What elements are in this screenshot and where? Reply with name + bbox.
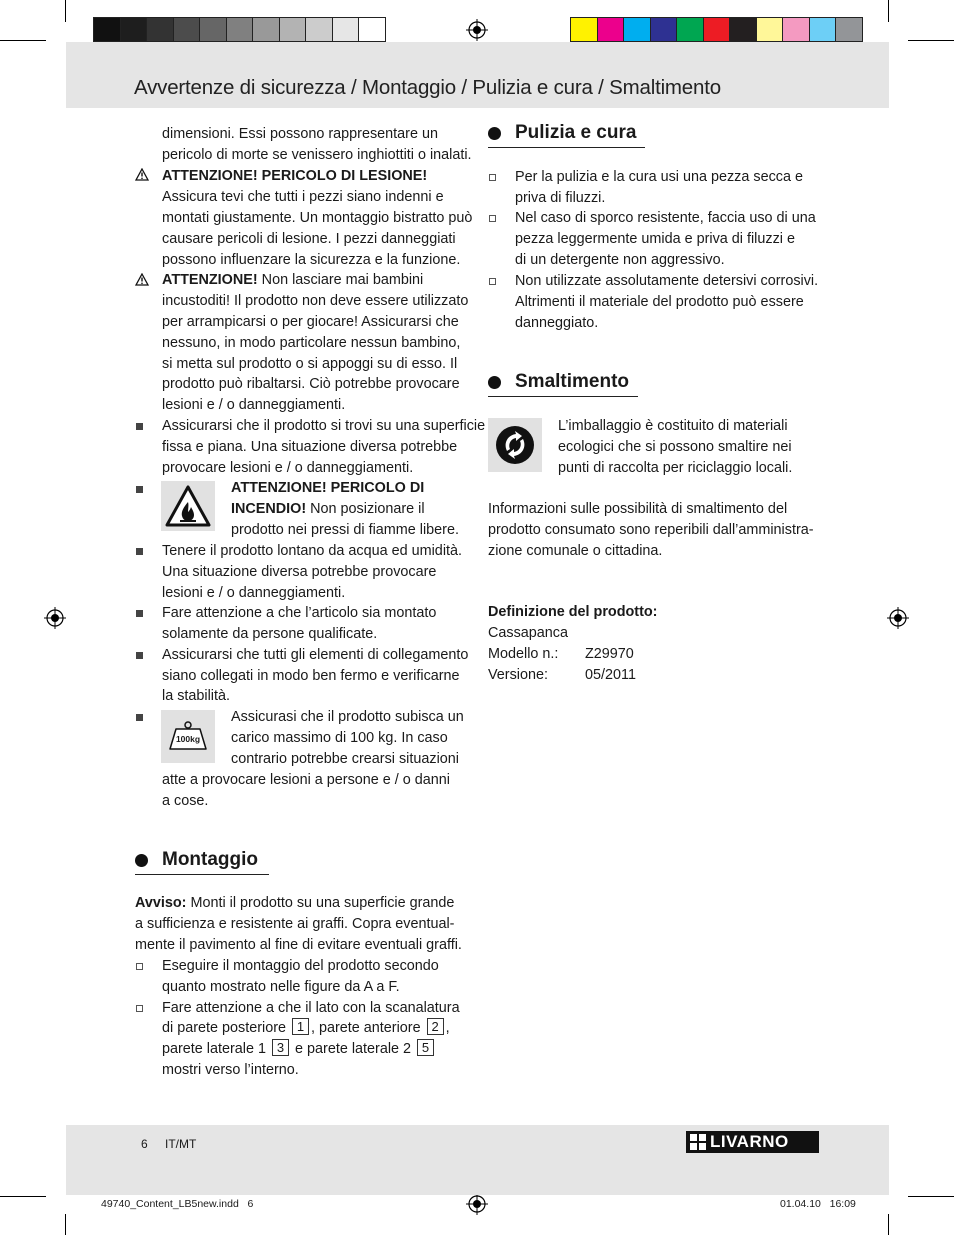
list-item-line: lesioni e / o danneggiamenti.	[162, 585, 346, 601]
step-line: mostri verso l’interno.	[162, 1062, 299, 1078]
list-item-line: siano collegati in modo ben fermo e verificarne	[162, 668, 460, 684]
square-bullet-icon	[136, 610, 143, 617]
warning-triangle-icon	[135, 168, 149, 181]
model-label: Modello n.:	[488, 646, 559, 662]
max-load-weight-icon	[161, 710, 215, 763]
warning-line: montati giustamente. Un montaggio bistratto può	[162, 210, 473, 226]
color-swatch	[650, 17, 678, 42]
warning-line: causare pericoli di lesione. I pezzi danneggiati	[162, 231, 456, 247]
heading-bullet-icon	[135, 854, 148, 867]
version-value: 05/2011	[585, 667, 636, 683]
color-swatch	[623, 17, 651, 42]
box-bullet-icon	[136, 1005, 143, 1012]
smaltimento-heading: Smaltimento	[515, 371, 630, 392]
warning-text: Non lasciare mai bambini	[257, 272, 424, 288]
step-text: parete laterale 1	[162, 1041, 267, 1057]
model-value: Z29970	[585, 646, 634, 662]
load-icon-label: 100kg	[175, 734, 201, 744]
warning-line: possono influenzare la sicurezza e la funzione.	[162, 252, 461, 268]
color-swatch	[703, 17, 731, 42]
step-text: e parete laterale 2	[295, 1041, 412, 1057]
step-text: di parete posteriore	[162, 1020, 286, 1036]
color-swatch	[226, 17, 254, 42]
color-swatch	[305, 17, 333, 42]
heading-underline	[488, 396, 638, 397]
part-number-badge: 2	[427, 1018, 444, 1035]
list-item-line: Tenere il prodotto lontano da acqua ed umidità.	[162, 543, 463, 559]
disposal-info-line: prodotto consumato sono reperibili dall’amministra-	[488, 522, 814, 538]
fire-warning-title: INCENDIO!	[231, 501, 307, 517]
list-item-line: Fare attenzione a che l’articolo sia montato	[162, 605, 437, 621]
intro-line: dimensioni. Essi possono rappresentare un	[162, 126, 438, 142]
warning-line: nessuno, in modo particolare nessun bambino,	[162, 335, 461, 351]
color-swatch	[570, 17, 598, 42]
language-code: IT/MT	[165, 1137, 197, 1151]
color-swatch	[120, 17, 148, 42]
color-swatch	[279, 17, 307, 42]
step-line	[162, 1018, 450, 1039]
version-label: Versione:	[488, 667, 549, 683]
livarno-logo	[686, 1131, 819, 1153]
step-line	[162, 1039, 436, 1060]
color-swatch	[597, 17, 625, 42]
color-swatch	[809, 17, 837, 42]
disposal-info-line: zione comunale o cittadina.	[488, 543, 663, 559]
part-number-badge: 3	[272, 1039, 289, 1056]
list-item-line: Assicurarsi che il prodotto si trovi su una superficie	[162, 418, 486, 434]
list-item-line: di un detergente non aggressivo.	[515, 252, 725, 268]
fire-hazard-icon	[161, 481, 215, 531]
list-item-line: Nel caso di sporco resistente, faccia uso di una	[515, 210, 816, 226]
packaging-line: punti di raccolta per riciclaggio locali.	[558, 460, 793, 476]
list-item-line: atte a provocare lesioni a persone e / o danni	[162, 772, 451, 788]
color-swatch	[676, 17, 704, 42]
box-bullet-icon	[489, 278, 496, 285]
list-item-line: Altrimenti il materiale del prodotto può essere	[515, 294, 804, 310]
color-swatch	[835, 17, 863, 42]
registration-mark-bottom	[466, 1193, 488, 1215]
step-line: Fare attenzione a che il lato con la scanalatura	[162, 1000, 460, 1016]
fire-warning-line: prodotto nei pressi di fiamme libere.	[231, 522, 459, 538]
list-item-line: solamente da persone qualificate.	[162, 626, 378, 642]
warning-title: ATTENZIONE! PERICOLO DI LESIONE!	[162, 168, 428, 184]
step-line: Eseguire il montaggio del prodotto secondo	[162, 958, 439, 974]
warning-line: lesioni e / o danneggiamenti.	[162, 397, 346, 413]
avviso-label: Avviso:	[135, 895, 187, 911]
color-swatch	[146, 17, 174, 42]
pulizia-heading: Pulizia e cura	[515, 122, 637, 143]
color-swatch	[756, 17, 784, 42]
registration-mark-top	[466, 19, 488, 41]
warning-line: per arrampicarsi o per giocare! Assicurarsi che	[162, 314, 459, 330]
step-line: quanto mostrato nelle figure da A a F.	[162, 979, 400, 995]
color-swatch	[358, 17, 386, 42]
box-bullet-icon	[489, 215, 496, 222]
color-swatch	[782, 17, 810, 42]
intro-line: pericolo di morte se venissero inghiottiti o inalati.	[162, 147, 472, 163]
registration-mark-right	[887, 607, 909, 629]
heading-bullet-icon	[488, 376, 501, 389]
list-item-line: danneggiato.	[515, 315, 599, 331]
color-swatch	[332, 17, 360, 42]
square-bullet-icon	[136, 714, 143, 721]
heading-bullet-icon	[488, 127, 501, 140]
list-item-line: provocare lesioni e / o danneggiamenti.	[162, 460, 414, 476]
list-item-line: carico massimo di 100 kg. In caso	[231, 730, 448, 746]
warning-triangle-icon	[135, 273, 149, 286]
list-item-line: priva di filuzzi.	[515, 190, 606, 206]
color-swatch	[729, 17, 757, 42]
list-item-line: la stabilità.	[162, 688, 230, 704]
heading-underline	[488, 147, 645, 148]
square-bullet-icon	[136, 548, 143, 555]
avviso-line: a sufficienza e resistente ai graffi. Copra eventual-	[135, 916, 455, 932]
list-item-line: Assicurarsi che tutti gli elementi di collegamento	[162, 647, 469, 663]
warning-line: si metta sul prodotto o si appoggi su di esso. Il	[162, 356, 458, 372]
product-name: Cassapanca	[488, 625, 568, 641]
list-item-line: Assicurasi che il prodotto subisca un	[231, 709, 464, 725]
registration-mark-left	[44, 607, 66, 629]
packaging-line: ecologici che si possono smaltire nei	[558, 439, 792, 455]
list-item-line: Per la pulizia e la cura usi una pezza secca e	[515, 169, 803, 185]
avviso-line: mente il pavimento al fine di evitare eventuali graffi.	[135, 937, 462, 953]
file-info: 49740_Content_LB5new.indd 6	[101, 1198, 254, 1210]
warning-line: incustoditi! Il prodotto non deve essere utilizzato	[162, 293, 469, 309]
part-number-badge: 1	[292, 1018, 309, 1035]
step-text: , parete anteriore	[311, 1020, 421, 1036]
fire-warning-text: Non posizionare il	[306, 501, 425, 517]
fire-warning-title: ATTENZIONE! PERICOLO DI	[231, 480, 425, 496]
box-bullet-icon	[136, 963, 143, 970]
box-bullet-icon	[489, 174, 496, 181]
square-bullet-icon	[136, 423, 143, 430]
warning-first-line	[162, 270, 423, 291]
warning-title: ATTENZIONE!	[162, 272, 258, 288]
list-item-line: pezza leggermente umida e priva di filuzzi e	[515, 231, 795, 247]
color-swatch	[173, 17, 201, 42]
color-swatch	[252, 17, 280, 42]
part-number-badge: 5	[417, 1039, 434, 1056]
list-item-line: a cose.	[162, 793, 209, 809]
list-item-line: Una situazione diversa potrebbe provocare	[162, 564, 437, 580]
color-swatch	[93, 17, 121, 42]
avviso-line	[135, 893, 454, 914]
brand-name: LIVARNO	[710, 1132, 789, 1151]
print-date: 01.04.10 16:09	[780, 1198, 856, 1210]
step-text: ,	[445, 1020, 450, 1036]
page-number: 6	[141, 1137, 148, 1151]
square-bullet-icon	[136, 486, 143, 493]
list-item-line: contrario potrebbe crearsi situazioni	[231, 751, 459, 767]
recycling-green-dot-icon	[488, 418, 542, 472]
warning-line: Assicura tevi che tutti i pezzi siano indenni e	[162, 189, 444, 205]
list-item-line: fissa e piana. Una situazione diversa potrebbe	[162, 439, 458, 455]
warning-line: prodotto può ribaltarsi. Ciò potrebbe provocare	[162, 376, 460, 392]
list-item-line: Non utilizzate assolutamente detersivi corrosivi.	[515, 273, 819, 289]
disposal-info-line: Informazioni sulle possibilità di smaltimento del	[488, 501, 788, 517]
square-bullet-icon	[136, 652, 143, 659]
packaging-line: L’imballaggio è costituito di materiali	[558, 418, 788, 434]
avviso-text: Monti il prodotto su una superficie grande	[186, 895, 455, 911]
montaggio-heading: Montaggio	[162, 849, 259, 870]
color-swatch	[199, 17, 227, 42]
page-title: Avvertenze di sicurezza / Montaggio / Pulizia e cura / Smaltimento	[134, 76, 721, 99]
product-definition-title: Definizione del prodotto:	[488, 604, 658, 620]
fire-warning-line	[231, 499, 425, 520]
heading-underline	[135, 874, 269, 875]
